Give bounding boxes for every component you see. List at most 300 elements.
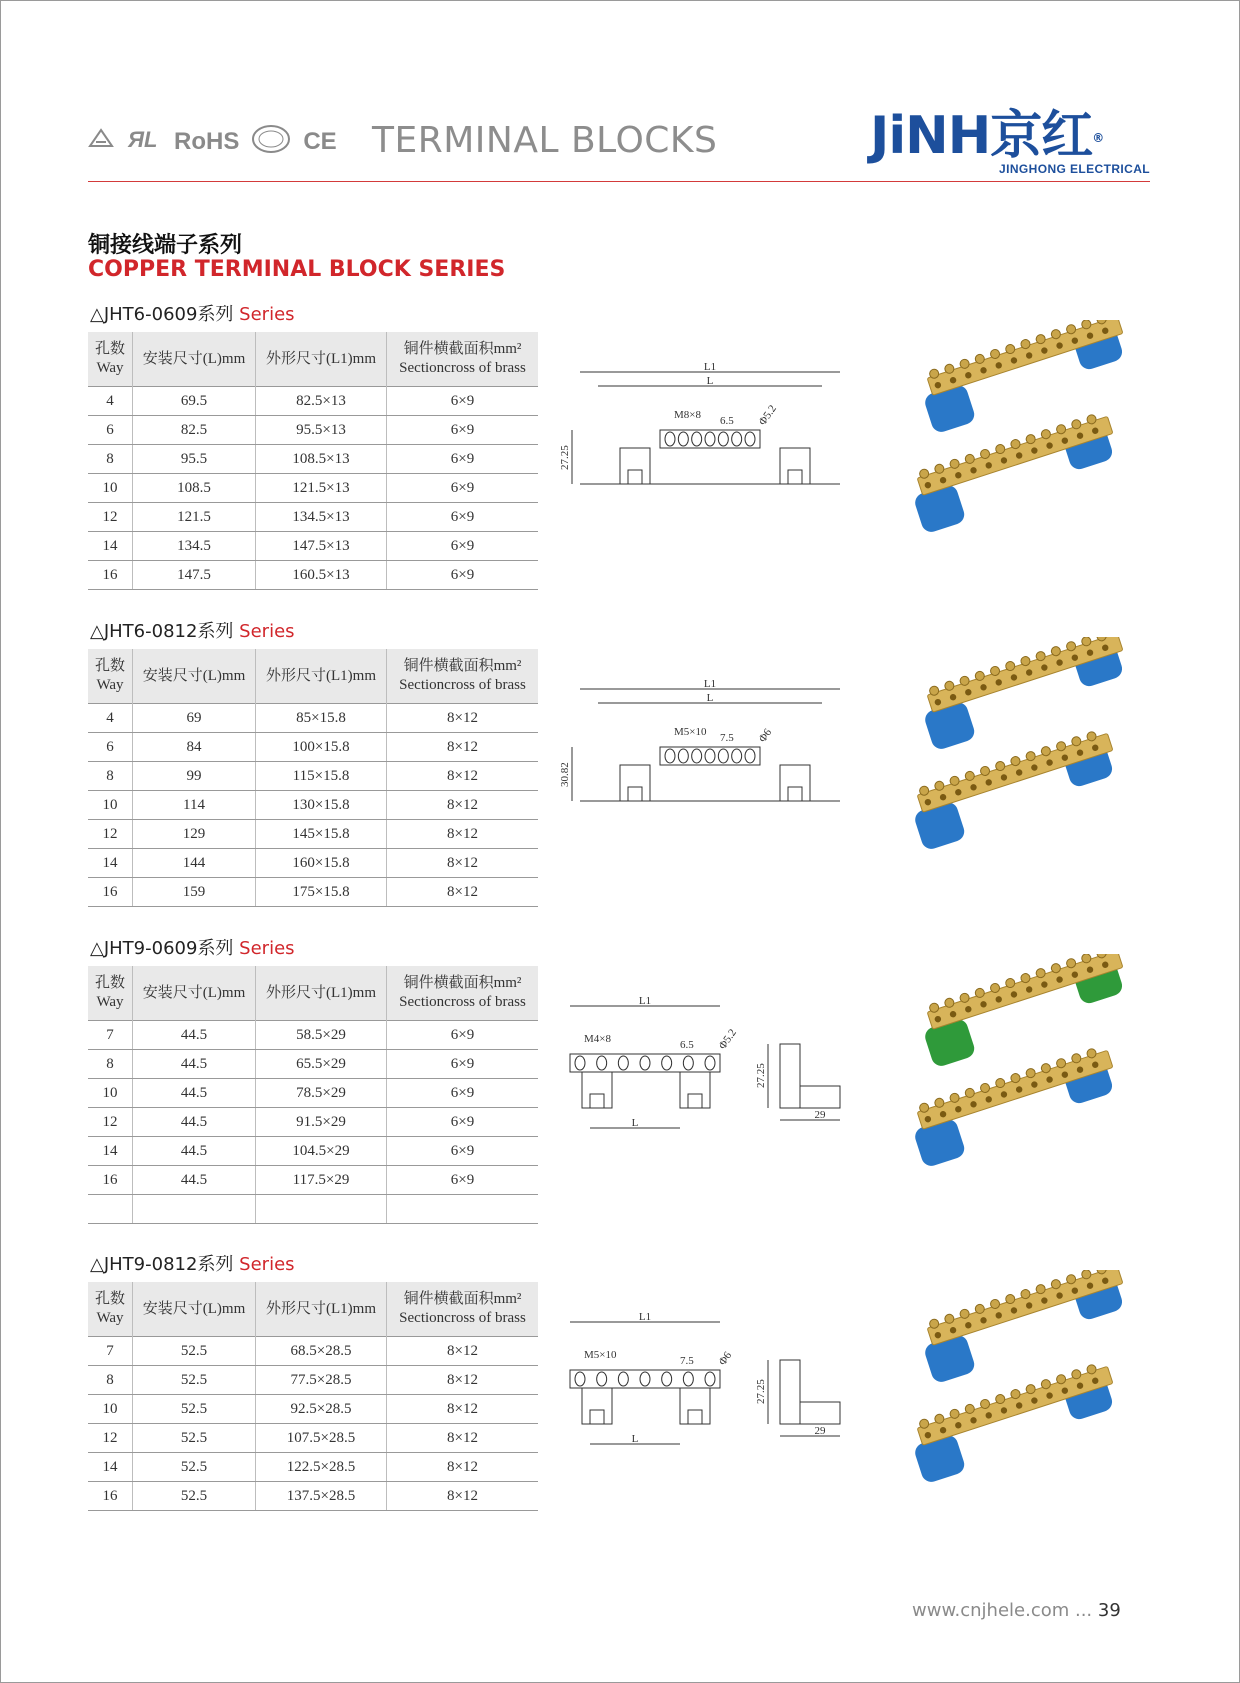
table-cell-l1: 130×15.8 <box>256 791 387 820</box>
table-cell-l1: 107.5×28.5 <box>256 1424 387 1453</box>
dim-label-height: 27.25 <box>755 1379 767 1404</box>
terminal-hole <box>618 1372 628 1386</box>
table-cell-l: 52.5 <box>133 1366 256 1395</box>
table-cell-l1: 91.5×29 <box>256 1108 387 1137</box>
table-cell-s <box>387 1195 539 1224</box>
table-row <box>88 1195 538 1224</box>
side-view-body <box>780 1360 800 1424</box>
col-outline: 外形尺寸(L1)mm <box>256 966 387 1021</box>
product-illustration <box>880 954 1160 1184</box>
table-cell-s: 6×9 <box>387 561 539 590</box>
table-row <box>88 1424 538 1453</box>
table-cell-l1: 160×15.8 <box>256 849 387 878</box>
product-photo <box>880 637 1160 872</box>
ul-mark-icon <box>126 127 162 156</box>
table-row <box>88 1108 538 1137</box>
dim-label-l1: L1 <box>703 678 717 690</box>
table-cell-l: 134.5 <box>133 532 256 561</box>
table-cell-l: 44.5 <box>133 1137 256 1166</box>
dim-label-pitch: 7.5 <box>680 1355 694 1367</box>
table-row <box>88 387 538 416</box>
table-cell-way: 4 <box>88 704 133 733</box>
col-outline: 外形尺寸(L1)mm <box>256 332 387 387</box>
table-cell-s: 8×12 <box>387 1337 539 1366</box>
col-section-cn: 铜件横截面积mm² <box>403 975 522 991</box>
series-block <box>0 300 1240 600</box>
brand-logo <box>870 108 1150 178</box>
table-cell-l1: 117.5×29 <box>256 1166 387 1195</box>
side-view-foot <box>800 1086 840 1108</box>
col-way <box>88 649 133 704</box>
table-row <box>88 445 538 474</box>
table-row <box>88 820 538 849</box>
dim-label-hole: Φ5.2 <box>716 1026 739 1052</box>
table-cell-way: 10 <box>88 1079 133 1108</box>
svg-text:ЯL: ЯL <box>128 127 158 151</box>
table-cell-s: 6×9 <box>387 1137 539 1166</box>
table-row <box>88 704 538 733</box>
table-cell-s: 8×12 <box>387 704 539 733</box>
col-outline: 外形尺寸(L1)mm <box>256 649 387 704</box>
table-cell-s: 8×12 <box>387 1482 539 1511</box>
table-cell-way: 16 <box>88 1166 133 1195</box>
terminal-hole <box>692 749 702 763</box>
series-label <box>90 617 295 643</box>
terminal-hole <box>597 1372 607 1386</box>
table-cell-l: 82.5 <box>133 416 256 445</box>
series-code: △JHT9-0812系列 <box>90 1254 234 1275</box>
series-suffix: Series <box>239 304 295 325</box>
dim-label-pitch: 6.5 <box>680 1039 694 1051</box>
product-photo <box>880 320 1160 555</box>
dim-label-l1: L1 <box>638 1311 652 1323</box>
table-cell-l: 69 <box>133 704 256 733</box>
mounting-hole <box>590 1410 604 1424</box>
dim-label-l1: L1 <box>703 361 717 373</box>
table-row <box>88 762 538 791</box>
insulator-foot <box>680 1388 710 1424</box>
table-cell-l: 114 <box>133 791 256 820</box>
col-way <box>88 332 133 387</box>
table-cell-l1: 82.5×13 <box>256 387 387 416</box>
col-way-cn: 孔数 <box>94 975 125 991</box>
table-row <box>88 532 538 561</box>
table-row <box>88 1453 538 1482</box>
table-cell-s: 8×12 <box>387 1395 539 1424</box>
table-row <box>88 503 538 532</box>
section-title-cn: 铜接线端子系列 <box>88 233 243 258</box>
dimension-drawing <box>560 994 860 1179</box>
certification-marks <box>88 124 337 159</box>
table-row <box>88 1395 538 1424</box>
col-mount: 安装尺寸(L)mm <box>133 1282 256 1337</box>
col-section-en: Sectioncross of brass <box>399 360 526 376</box>
table-cell-s: 8×12 <box>387 762 539 791</box>
table-row <box>88 1079 538 1108</box>
table-cell-way: 14 <box>88 1453 133 1482</box>
dim-label-l: L <box>631 1117 639 1129</box>
terminal-hole <box>718 432 728 446</box>
rohs-mark: RoHS <box>174 127 240 155</box>
terminal-hole <box>683 1056 693 1070</box>
spec-table <box>88 1282 538 1511</box>
table-cell-l: 52.5 <box>133 1424 256 1453</box>
col-mount: 安装尺寸(L)mm <box>133 649 256 704</box>
table-cell-l: 159 <box>133 878 256 907</box>
table-cell-l: 52.5 <box>133 1453 256 1482</box>
series-suffix: Series <box>239 938 295 959</box>
table-row <box>88 733 538 762</box>
table-cell-l1: 92.5×28.5 <box>256 1395 387 1424</box>
table-cell-l: 69.5 <box>133 387 256 416</box>
terminal-hole <box>575 1056 585 1070</box>
dim-label-hole: Φ5.2 <box>756 402 779 428</box>
table-cell-l: 44.5 <box>133 1079 256 1108</box>
terminal-hole <box>678 749 688 763</box>
table-row <box>88 474 538 503</box>
table-cell-l1: 145×15.8 <box>256 820 387 849</box>
insulator-foot <box>780 448 810 484</box>
table-cell-l: 147.5 <box>133 561 256 590</box>
dim-label-screw: M4×8 <box>584 1033 611 1045</box>
terminal-hole <box>683 1372 693 1386</box>
table-cell-way: 6 <box>88 416 133 445</box>
terminal-hole <box>705 1056 715 1070</box>
dim-label-l: L <box>631 1433 639 1445</box>
table-row <box>88 1337 538 1366</box>
mounting-hole <box>788 787 802 801</box>
table-cell-l1: 65.5×29 <box>256 1050 387 1079</box>
dim-label-pitch: 7.5 <box>720 732 734 744</box>
table-cell-s: 6×9 <box>387 1021 539 1050</box>
dim-label-screw: M5×10 <box>584 1349 617 1361</box>
col-way <box>88 1282 133 1337</box>
dim-label-l: L <box>706 375 714 387</box>
table-cell-way: 12 <box>88 1108 133 1137</box>
series-suffix: Series <box>239 621 295 642</box>
busbar-outline <box>570 1370 720 1388</box>
terminal-hole <box>665 432 675 446</box>
terminal-hole <box>665 749 675 763</box>
table-cell-way <box>88 1195 133 1224</box>
table-cell-l1: 121.5×13 <box>256 474 387 503</box>
page-title: TERMINAL BLOCKS <box>372 120 718 161</box>
table-header-row <box>88 332 538 387</box>
table-cell-s: 6×9 <box>387 503 539 532</box>
table-row <box>88 791 538 820</box>
cqc-mark-icon <box>251 124 291 159</box>
col-mount: 安装尺寸(L)mm <box>133 966 256 1021</box>
dim-label-hole: Φ6 <box>716 1349 735 1368</box>
mounting-hole <box>628 470 642 484</box>
table-cell-s: 8×12 <box>387 733 539 762</box>
table-cell-way: 8 <box>88 762 133 791</box>
table-cell-l1: 77.5×28.5 <box>256 1366 387 1395</box>
table-row <box>88 1021 538 1050</box>
table-cell-s: 6×9 <box>387 1108 539 1137</box>
col-way-en: Way <box>96 677 124 693</box>
mounting-hole <box>688 1410 702 1424</box>
table-cell-s: 6×9 <box>387 474 539 503</box>
terminal-hole <box>597 1056 607 1070</box>
table-cell-l1: 134.5×13 <box>256 503 387 532</box>
table-cell-way: 12 <box>88 503 133 532</box>
col-way <box>88 966 133 1021</box>
table-cell-l1: 100×15.8 <box>256 733 387 762</box>
dim-label-l: L <box>706 692 714 704</box>
table-cell-l: 52.5 <box>133 1337 256 1366</box>
dim-label-height: 27.25 <box>755 1063 767 1088</box>
terminal-hole <box>678 432 688 446</box>
brand-name: JiNH京红 <box>870 106 1093 166</box>
terminal-hole <box>618 1056 628 1070</box>
table-cell-way: 16 <box>88 1482 133 1511</box>
series-block <box>0 934 1240 1234</box>
table-cell-l: 44.5 <box>133 1108 256 1137</box>
dimension-drawing-svg <box>560 994 860 1174</box>
terminal-hole <box>705 749 715 763</box>
dim-label-l1: L1 <box>638 995 652 1007</box>
table-cell-l1: 137.5×28.5 <box>256 1482 387 1511</box>
table-cell-way: 10 <box>88 1395 133 1424</box>
table-cell-l: 121.5 <box>133 503 256 532</box>
col-section-en: Sectioncross of brass <box>399 677 526 693</box>
product-photo <box>880 954 1160 1189</box>
insulator-foot <box>620 765 650 801</box>
table-cell-s: 6×9 <box>387 445 539 474</box>
table-cell-way: 8 <box>88 1366 133 1395</box>
ce-mark: CE <box>303 127 337 155</box>
dimension-drawing-svg <box>560 1310 860 1490</box>
table-cell-s: 8×12 <box>387 878 539 907</box>
product-illustration <box>880 637 1160 867</box>
spec-table <box>88 332 538 590</box>
terminal-hole <box>575 1372 585 1386</box>
col-way-cn: 孔数 <box>94 341 125 357</box>
dim-label-pitch: 6.5 <box>720 415 734 427</box>
series-label <box>90 934 295 960</box>
table-cell-s: 6×9 <box>387 387 539 416</box>
side-view-body <box>780 1044 800 1108</box>
table-cell-s: 6×9 <box>387 416 539 445</box>
table-cell-way: 12 <box>88 1424 133 1453</box>
product-illustration <box>880 1270 1160 1500</box>
col-section-cn: 铜件横截面积mm² <box>403 1291 522 1307</box>
col-way-en: Way <box>96 994 124 1010</box>
dim-label-screw: M5×10 <box>674 726 707 738</box>
table-cell-l <box>133 1195 256 1224</box>
table-cell-l1: 68.5×28.5 <box>256 1337 387 1366</box>
series-code: △JHT6-0812系列 <box>90 621 234 642</box>
insulator-foot <box>680 1072 710 1108</box>
col-section <box>387 332 539 387</box>
col-section-en: Sectioncross of brass <box>399 1310 526 1326</box>
table-row <box>88 1482 538 1511</box>
table-cell-l: 52.5 <box>133 1395 256 1424</box>
mounting-hole <box>628 787 642 801</box>
table-cell-l1: 85×15.8 <box>256 704 387 733</box>
mounting-hole <box>688 1094 702 1108</box>
col-way-cn: 孔数 <box>94 658 125 674</box>
table-cell-s: 8×12 <box>387 791 539 820</box>
series-suffix: Series <box>239 1254 295 1275</box>
table-cell-way: 10 <box>88 474 133 503</box>
col-section-en: Sectioncross of brass <box>399 994 526 1010</box>
table-cell-s: 6×9 <box>387 1050 539 1079</box>
col-way-en: Way <box>96 1310 124 1326</box>
terminal-hole <box>745 749 755 763</box>
page-number: 39 <box>1097 1600 1121 1621</box>
table-cell-l1: 175×15.8 <box>256 878 387 907</box>
dimension-drawing <box>560 677 860 862</box>
table-cell-s: 8×12 <box>387 849 539 878</box>
table-row <box>88 1137 538 1166</box>
table-cell-l: 44.5 <box>133 1166 256 1195</box>
col-way-cn: 孔数 <box>94 1291 125 1307</box>
terminal-hole <box>718 749 728 763</box>
table-cell-s: 8×12 <box>387 1424 539 1453</box>
series-code: △JHT6-0609系列 <box>90 304 234 325</box>
table-row <box>88 878 538 907</box>
dimension-drawing-svg <box>560 360 860 540</box>
insulator-foot <box>582 1388 612 1424</box>
product-photo <box>880 1270 1160 1505</box>
table-cell-way: 7 <box>88 1021 133 1050</box>
table-cell-l1: 160.5×13 <box>256 561 387 590</box>
table-cell-l: 108.5 <box>133 474 256 503</box>
table-cell-l1: 115×15.8 <box>256 762 387 791</box>
terminal-hole <box>705 432 715 446</box>
table-header-row <box>88 1282 538 1337</box>
table-cell-l: 99 <box>133 762 256 791</box>
spec-table <box>88 649 538 907</box>
terminal-hole <box>732 432 742 446</box>
table-cell-way: 7 <box>88 1337 133 1366</box>
table-cell-l: 95.5 <box>133 445 256 474</box>
terminal-hole <box>705 1372 715 1386</box>
dimension-drawing-svg <box>560 677 860 857</box>
col-section <box>387 966 539 1021</box>
table-cell-s: 6×9 <box>387 532 539 561</box>
table-row <box>88 561 538 590</box>
series-block <box>0 1250 1240 1550</box>
busbar-outline <box>570 1054 720 1072</box>
table-cell-way: 8 <box>88 1050 133 1079</box>
dimension-drawing <box>560 360 860 545</box>
table-row <box>88 416 538 445</box>
table-row <box>88 1366 538 1395</box>
product-illustration <box>880 320 1160 550</box>
table-cell-way: 16 <box>88 878 133 907</box>
table-cell-way: 12 <box>88 820 133 849</box>
table-cell-way: 16 <box>88 561 133 590</box>
table-cell-way: 14 <box>88 849 133 878</box>
tuv-mark-icon <box>88 128 114 155</box>
side-view-foot <box>800 1402 840 1424</box>
terminal-hole <box>745 432 755 446</box>
table-cell-l1: 104.5×29 <box>256 1137 387 1166</box>
series-label <box>90 300 295 326</box>
terminal-hole <box>662 1056 672 1070</box>
table-cell-s: 8×12 <box>387 1366 539 1395</box>
table-cell-s: 8×12 <box>387 1453 539 1482</box>
col-way-en: Way <box>96 360 124 376</box>
insulator-foot <box>620 448 650 484</box>
dim-label-depth: 29 <box>814 1425 826 1437</box>
section-title-en: COPPER TERMINAL BLOCK SERIES <box>88 257 506 282</box>
mounting-hole <box>788 470 802 484</box>
col-mount: 安装尺寸(L)mm <box>133 332 256 387</box>
registered-mark: ® <box>1092 131 1104 145</box>
col-section <box>387 1282 539 1337</box>
table-cell-l: 44.5 <box>133 1021 256 1050</box>
header-divider <box>88 181 1150 182</box>
table-cell-way: 4 <box>88 387 133 416</box>
footer-url: www.cnjhele.com ... <box>912 1600 1093 1621</box>
table-cell-l: 52.5 <box>133 1482 256 1511</box>
insulator-foot <box>780 765 810 801</box>
table-cell-l1 <box>256 1195 387 1224</box>
terminal-block-unit <box>916 954 1135 1068</box>
table-cell-l: 84 <box>133 733 256 762</box>
table-row <box>88 1050 538 1079</box>
table-cell-l: 44.5 <box>133 1050 256 1079</box>
insulator-foot <box>582 1072 612 1108</box>
table-cell-s: 6×9 <box>387 1166 539 1195</box>
table-cell-l1: 122.5×28.5 <box>256 1453 387 1482</box>
table-cell-way: 14 <box>88 532 133 561</box>
terminal-hole <box>640 1056 650 1070</box>
terminal-hole <box>640 1372 650 1386</box>
table-header-row <box>88 966 538 1021</box>
table-cell-way: 10 <box>88 791 133 820</box>
table-cell-l1: 108.5×13 <box>256 445 387 474</box>
table-header-row <box>88 649 538 704</box>
terminal-hole <box>692 432 702 446</box>
mounting-hole <box>590 1094 604 1108</box>
table-cell-l1: 58.5×29 <box>256 1021 387 1050</box>
table-cell-l1: 95.5×13 <box>256 416 387 445</box>
table-cell-l: 144 <box>133 849 256 878</box>
table-cell-way: 14 <box>88 1137 133 1166</box>
table-cell-s: 8×12 <box>387 820 539 849</box>
table-cell-s: 6×9 <box>387 1079 539 1108</box>
col-section-cn: 铜件横截面积mm² <box>403 658 522 674</box>
series-label <box>90 1250 295 1276</box>
dim-label-screw: M8×8 <box>674 409 701 421</box>
dim-label-height: 30.82 <box>560 762 571 787</box>
table-cell-l1: 78.5×29 <box>256 1079 387 1108</box>
col-section <box>387 649 539 704</box>
brand-subtitle: JINGHONG ELECTRICAL <box>999 162 1150 176</box>
series-block <box>0 617 1240 917</box>
table-cell-way: 8 <box>88 445 133 474</box>
series-code: △JHT9-0609系列 <box>90 938 234 959</box>
table-cell-way: 6 <box>88 733 133 762</box>
terminal-hole <box>732 749 742 763</box>
col-outline: 外形尺寸(L1)mm <box>256 1282 387 1337</box>
terminal-block-unit <box>916 1270 1135 1384</box>
table-cell-l1: 147.5×13 <box>256 532 387 561</box>
dimension-drawing <box>560 1310 860 1495</box>
footer <box>912 1600 1121 1621</box>
terminal-block-unit <box>916 637 1135 751</box>
terminal-hole <box>662 1372 672 1386</box>
col-section-cn: 铜件横截面积mm² <box>403 341 522 357</box>
spec-table <box>88 966 538 1224</box>
dim-label-height: 27.25 <box>560 445 571 470</box>
table-cell-l: 129 <box>133 820 256 849</box>
